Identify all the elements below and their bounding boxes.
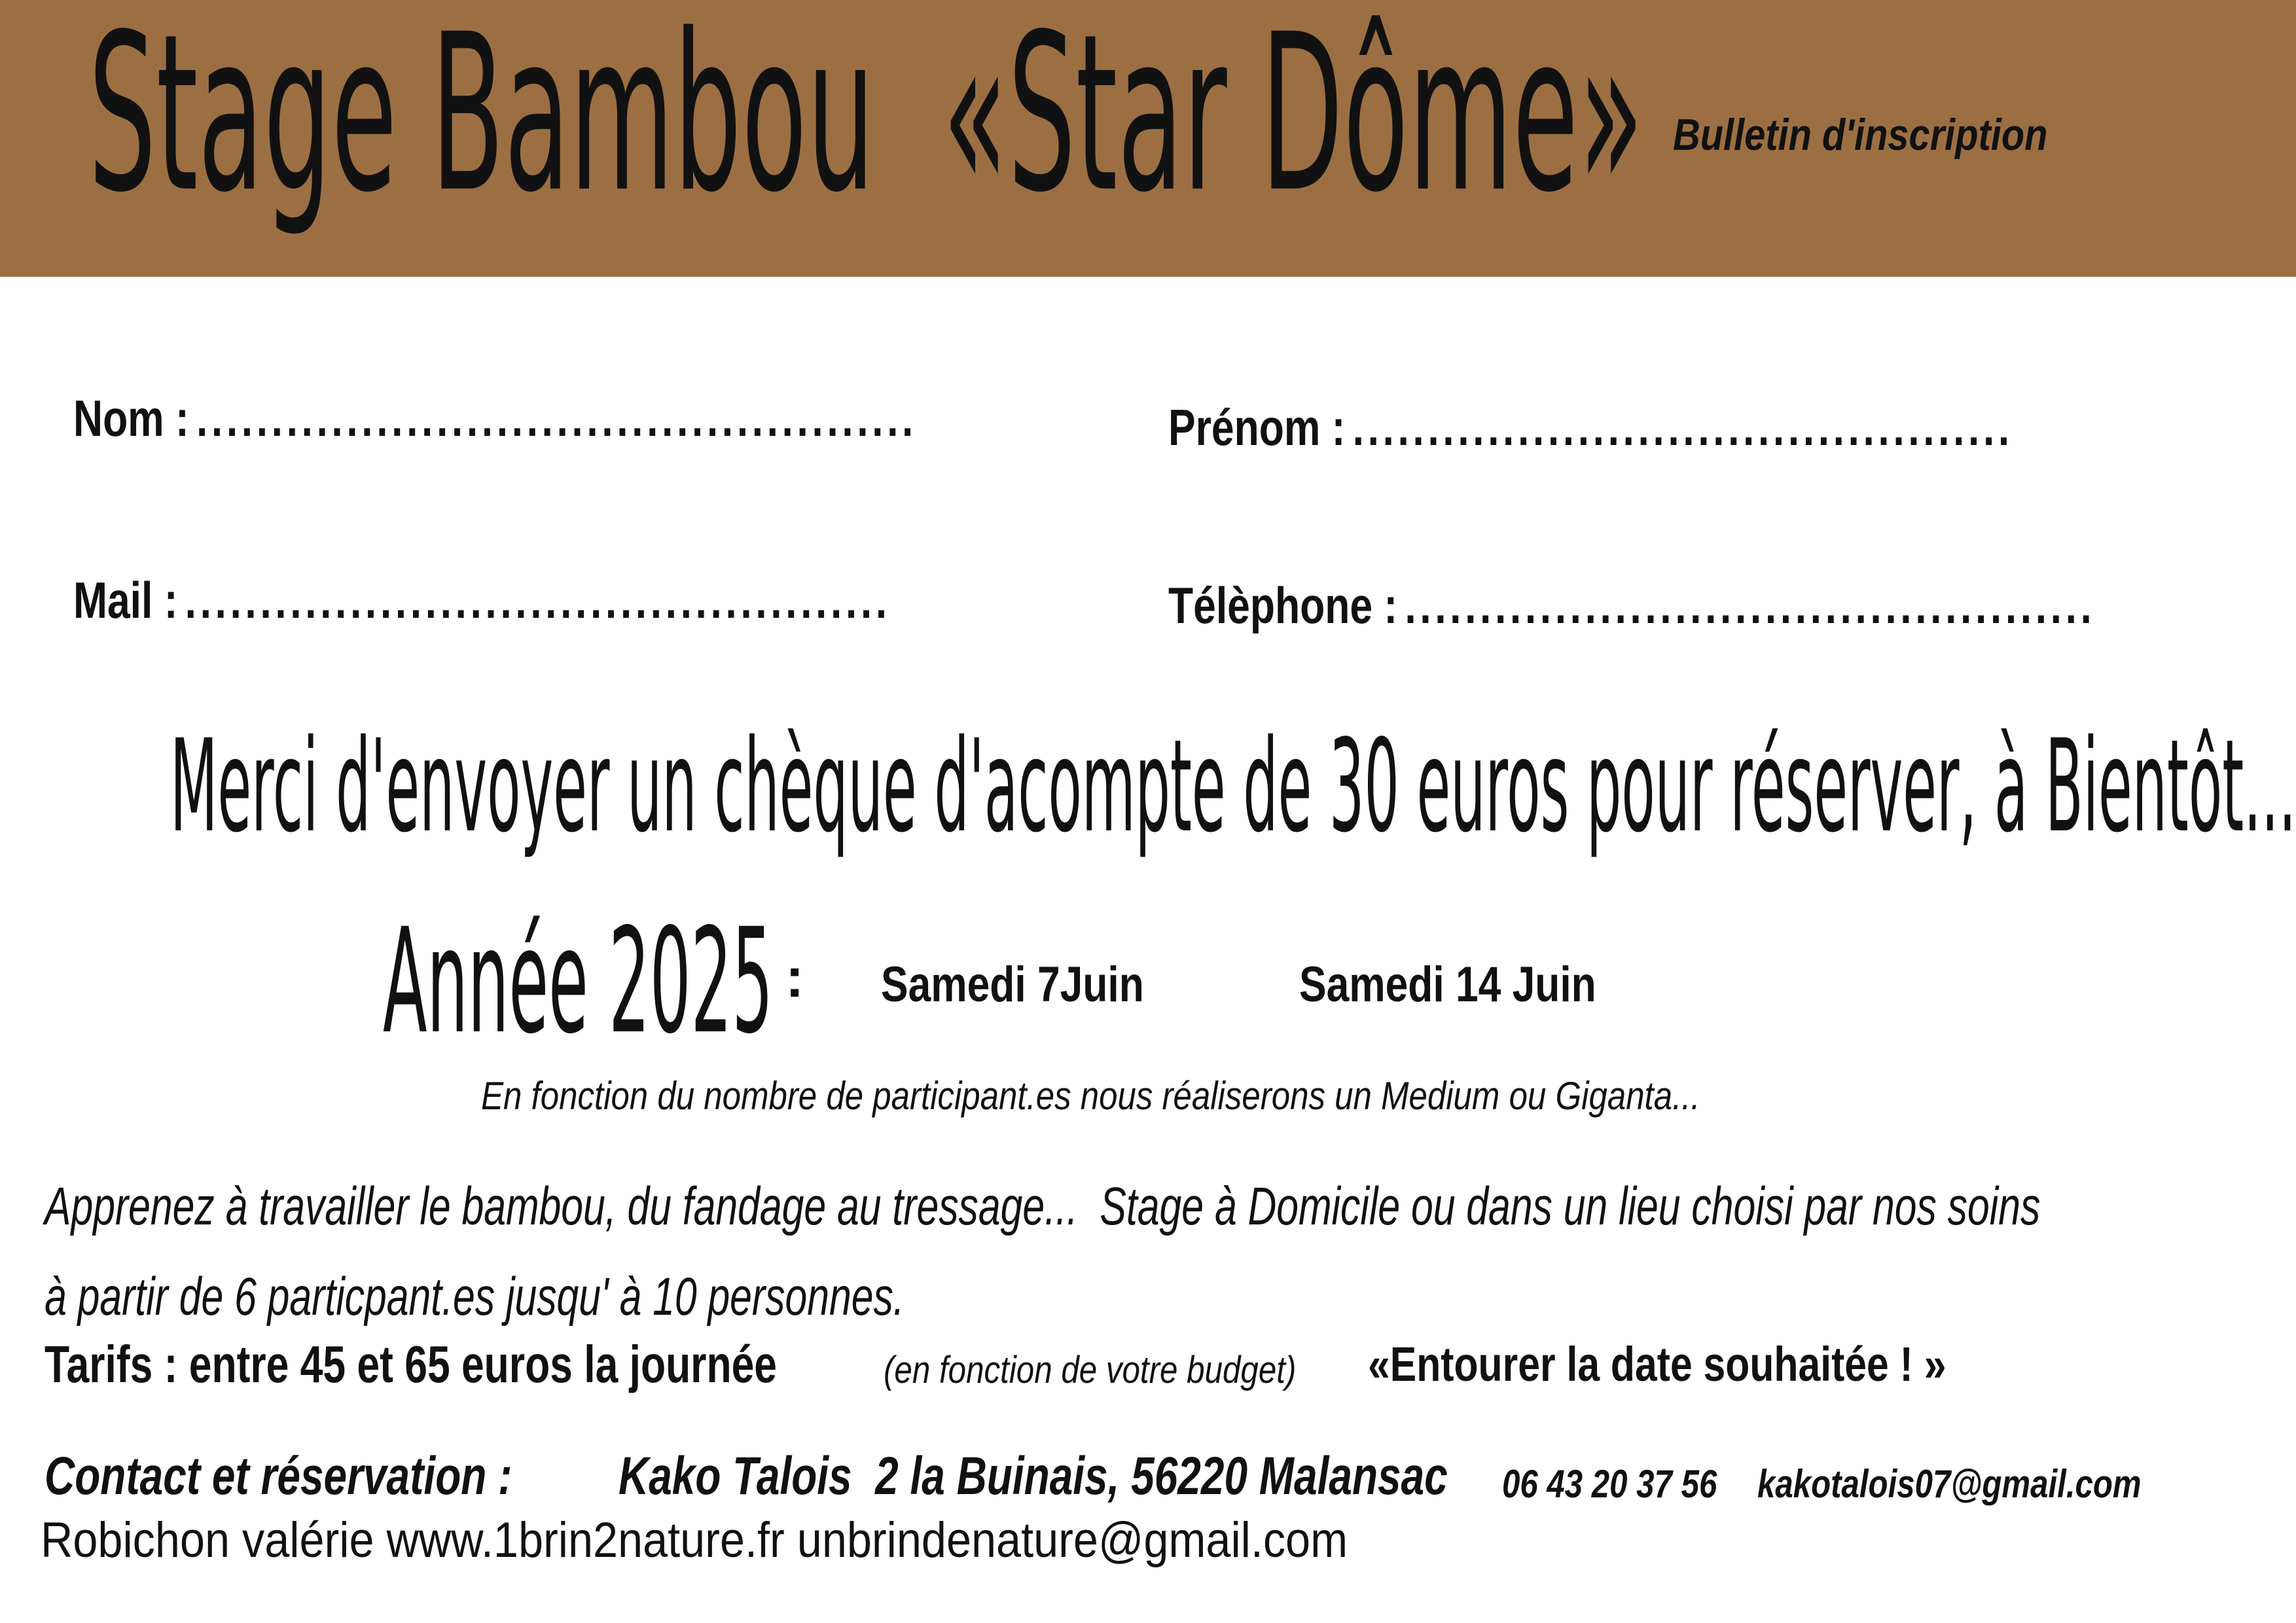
pricing-circle-instruction: «Entourer la date souhaitée ! » — [1368, 1337, 1946, 1391]
date-option-1[interactable]: Samedi 7Juin — [881, 957, 1144, 1012]
telephone-field — [1168, 576, 2095, 635]
mail-label: Mail : — [73, 571, 178, 629]
pricing-budget-note: (en fonction de votre budget) — [884, 1349, 1297, 1391]
participants-note: En fonction du nombre de participant.es nous réaliserons un Medium ou Giganta... — [481, 1074, 1700, 1118]
date-option-2[interactable]: Samedi 14 Juin — [1299, 957, 1596, 1012]
contact-email: kakotalois07@gmail.com — [1757, 1462, 2142, 1506]
deposit-note: Merci d'envoyer un chèque d'acompte de 30 euros pour réserver, à Bientôt... — [170, 713, 2296, 861]
prenom-write-line[interactable]: ............................................ — [1352, 399, 2013, 456]
description-line-2: à partir de 6 particpant.es jusqu' à 10 personnes. — [45, 1267, 905, 1327]
mail-write-line[interactable]: ............................................... — [185, 571, 891, 629]
pricing-tariff: Tarifs : entre 45 et 65 euros la journée — [45, 1335, 777, 1393]
telephone-label: Télèphone : — [1168, 577, 1398, 634]
telephone-write-line[interactable]: .............................................. — [1405, 577, 2096, 634]
nom-write-line[interactable]: ................................................ — [196, 389, 917, 447]
nom-label: Nom : — [73, 389, 189, 447]
nom-field — [73, 389, 917, 448]
header-subtitle: Bulletin d'inscription — [1673, 110, 2048, 160]
contact-phone: 06 43 20 37 56 — [1502, 1462, 1717, 1506]
year-colon: : — [785, 947, 804, 1009]
prenom-label: Prénom : — [1168, 399, 1346, 456]
page-title: Stage Bambou «Star Dôme» — [88, 0, 1644, 240]
year-label: Année 2025 — [383, 897, 774, 1067]
contact-secondary-line: Robichon valérie www.1brin2nature.fr unbrindenature@gmail.com — [41, 1512, 1348, 1568]
mail-field — [73, 571, 891, 630]
contact-name-address: Kako Talois 2 la Buinais, 56220 Malansac — [619, 1446, 1448, 1506]
description-line-1: Apprenez à travailler le bambou, du fandage au tressage... Stage à Domicile ou dans un lieu choisi par nos soins — [45, 1177, 2041, 1236]
contact-reservation-label: Contact et réservation : — [45, 1446, 512, 1506]
prenom-field — [1168, 398, 2013, 457]
header-band — [0, 0, 2296, 277]
